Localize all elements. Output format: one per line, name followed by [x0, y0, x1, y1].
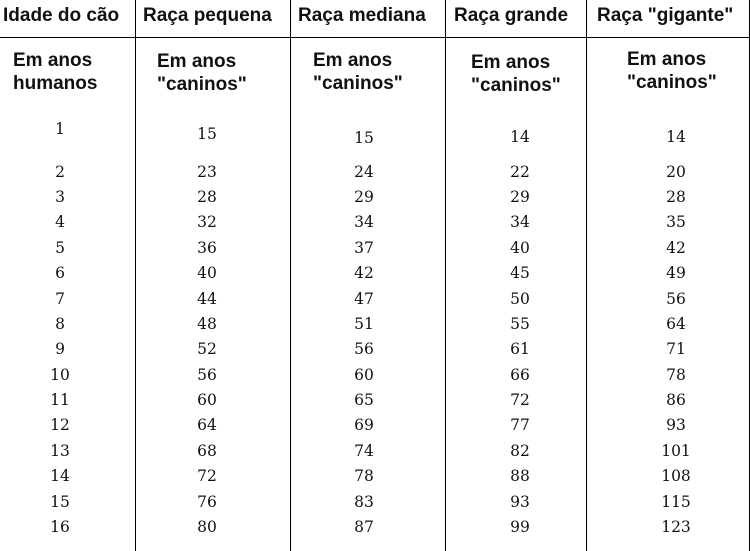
giant-breed-cell: 20	[666, 163, 686, 181]
giant-breed-cell: 14	[666, 128, 686, 146]
medium-breed-cell: 15	[354, 129, 374, 147]
small-breed-cell: 48	[197, 315, 217, 333]
dog-age-cell: 12	[50, 416, 70, 434]
dog-age-cell: 6	[55, 264, 65, 282]
subheader-canine-years: Em anos "caninos"	[157, 51, 247, 95]
large-breed-cell: 77	[510, 416, 530, 434]
small-breed-cell: 28	[197, 188, 217, 206]
giant-breed-cell: 93	[666, 416, 686, 434]
small-breed-cell: 76	[197, 493, 217, 511]
dog-age-cell: 8	[55, 315, 65, 333]
small-breed-cell: 60	[197, 391, 217, 409]
giant-breed-cell: 64	[666, 315, 686, 333]
medium-breed-cell: 65	[354, 391, 374, 409]
column-divider	[445, 0, 446, 551]
subheader-canine-years: Em anos "caninos"	[627, 49, 717, 93]
large-breed-cell: 61	[510, 340, 530, 358]
large-breed-cell: 99	[510, 518, 530, 536]
dog-age-cell: 7	[55, 290, 65, 308]
small-breed-cell: 68	[197, 442, 217, 460]
medium-breed-cell: 24	[354, 163, 374, 181]
subheader-canine-years: Em anos "caninos"	[313, 50, 403, 94]
small-breed-cell: 44	[197, 290, 217, 308]
medium-breed-cell: 69	[354, 416, 374, 434]
small-breed-cell: 72	[197, 467, 217, 485]
large-breed-cell: 88	[510, 467, 530, 485]
large-breed-cell: 14	[510, 128, 530, 146]
dog-age-cell: 4	[55, 213, 65, 231]
header-medium-breed: Raça mediana	[298, 5, 426, 26]
dog-age-cell: 2	[55, 163, 65, 181]
small-breed-cell: 40	[197, 264, 217, 282]
large-breed-cell: 72	[510, 391, 530, 409]
small-breed-cell: 80	[197, 518, 217, 536]
large-breed-cell: 29	[510, 188, 530, 206]
small-breed-cell: 64	[197, 416, 217, 434]
medium-breed-cell: 47	[354, 290, 374, 308]
dog-age-cell: 16	[50, 518, 70, 536]
header-dog-age: Idade do cão	[3, 5, 120, 26]
giant-breed-cell: 56	[666, 290, 686, 308]
large-breed-cell: 40	[510, 239, 530, 257]
giant-breed-cell: 49	[666, 264, 686, 282]
giant-breed-cell: 71	[666, 340, 686, 358]
large-breed-cell: 45	[510, 264, 530, 282]
small-breed-cell: 15	[197, 125, 217, 143]
column-divider	[135, 0, 136, 551]
header-divider	[0, 37, 750, 38]
column-divider	[290, 0, 291, 551]
dog-age-cell: 15	[50, 493, 70, 511]
medium-breed-cell: 78	[354, 467, 374, 485]
large-breed-cell: 50	[510, 290, 530, 308]
dog-age-cell: 14	[50, 467, 70, 485]
dog-age-cell: 9	[55, 340, 65, 358]
large-breed-cell: 66	[510, 366, 530, 384]
giant-breed-cell: 115	[661, 493, 691, 511]
large-breed-cell: 34	[510, 213, 530, 231]
subheader-canine-years: Em anos "caninos"	[471, 52, 561, 96]
column-divider	[586, 0, 587, 551]
medium-breed-cell: 87	[354, 518, 374, 536]
header-giant-breed: Raça "gigante"	[597, 5, 734, 26]
medium-breed-cell: 83	[354, 493, 374, 511]
giant-breed-cell: 78	[666, 366, 686, 384]
giant-breed-cell: 35	[666, 213, 686, 231]
medium-breed-cell: 60	[354, 366, 374, 384]
dog-age-cell: 5	[55, 239, 65, 257]
large-breed-cell: 55	[510, 315, 530, 333]
medium-breed-cell: 56	[354, 340, 374, 358]
dog-age-cell: 1	[55, 120, 65, 138]
medium-breed-cell: 37	[354, 239, 374, 257]
small-breed-cell: 56	[197, 366, 217, 384]
giant-breed-cell: 123	[661, 518, 691, 536]
medium-breed-cell: 34	[354, 213, 374, 231]
subheader-human-years: Em anos humanos	[13, 50, 98, 94]
medium-breed-cell: 51	[354, 315, 374, 333]
dog-age-cell: 3	[55, 188, 65, 206]
giant-breed-cell: 108	[661, 467, 691, 485]
large-breed-cell: 22	[510, 163, 530, 181]
giant-breed-cell: 42	[666, 239, 686, 257]
dog-age-cell: 13	[50, 442, 70, 460]
dog-age-cell: 10	[50, 366, 70, 384]
header-large-breed: Raça grande	[454, 5, 569, 26]
small-breed-cell: 52	[197, 340, 217, 358]
small-breed-cell: 32	[197, 213, 217, 231]
medium-breed-cell: 74	[354, 442, 374, 460]
giant-breed-cell: 101	[661, 442, 691, 460]
large-breed-cell: 82	[510, 442, 530, 460]
giant-breed-cell: 28	[666, 188, 686, 206]
small-breed-cell: 36	[197, 239, 217, 257]
medium-breed-cell: 42	[354, 264, 374, 282]
header-small-breed: Raça pequena	[143, 5, 272, 26]
small-breed-cell: 23	[197, 163, 217, 181]
giant-breed-cell: 86	[666, 391, 686, 409]
dog-age-cell: 11	[50, 391, 70, 409]
large-breed-cell: 93	[510, 493, 530, 511]
medium-breed-cell: 29	[354, 188, 374, 206]
